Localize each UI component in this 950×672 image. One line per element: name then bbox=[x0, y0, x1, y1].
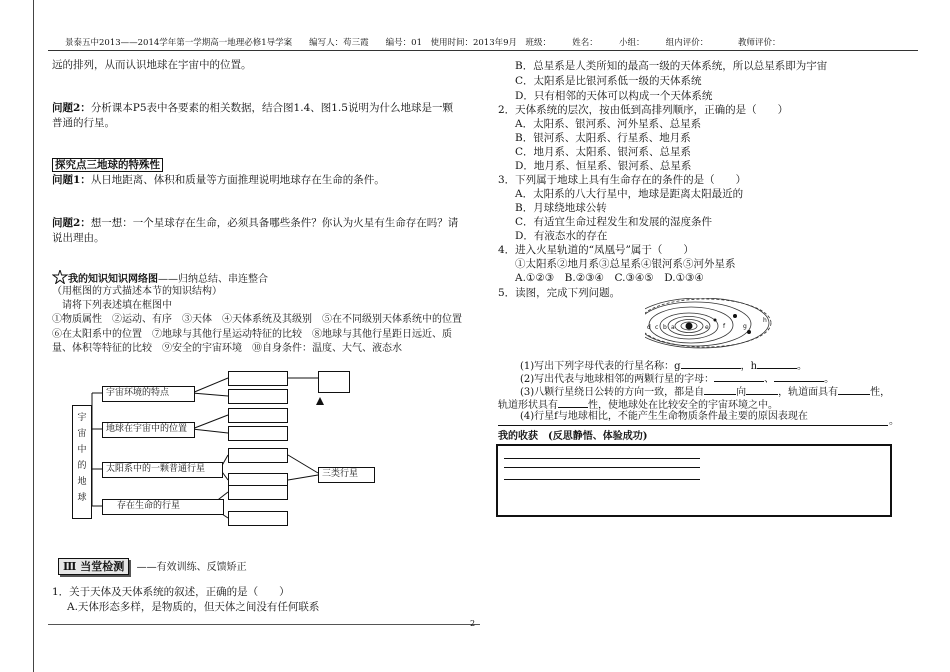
question-text: 想一想：一个星球存在生命，必须具备哪些条件？你认为火星有生命存在吗？请说出理由。 bbox=[52, 217, 459, 244]
check-suffix: ——有效训练、反馈矫正 bbox=[136, 562, 247, 573]
intro-line: 远的排列，从而认识地球在宇宙中的位置。 bbox=[52, 59, 252, 71]
q3-option-b: B．月球绕地球公转 bbox=[515, 202, 607, 214]
q5-2-text: 。 bbox=[824, 374, 835, 385]
branch-ordinary-planet: 太阳系中的一颗普通行星 bbox=[102, 462, 223, 478]
question-text: 从日地距离、体积和质量等方面推理说明地球存在生命的条件。 bbox=[90, 174, 385, 186]
q5-1-text: (1)写出下列字母代表的行星名称：g bbox=[520, 361, 681, 372]
q4-items: ①太阳系②地月系③总星系④银河系⑤河外星系 bbox=[515, 258, 736, 270]
network-instruction: 请将下列表述填在框图中 bbox=[62, 300, 172, 311]
question-label: 问题1： bbox=[52, 174, 91, 186]
question-2-earth-ordinary bbox=[52, 101, 462, 130]
section-3-question-2 bbox=[52, 216, 462, 245]
solar-system-figure bbox=[645, 298, 775, 354]
q5-3-text: 向 bbox=[736, 387, 747, 398]
section-title: 探究点三地球的特殊性 bbox=[52, 158, 163, 172]
blank-box[interactable] bbox=[228, 408, 288, 423]
q2-option-a: A．太阳系、银河系、河外星系、总星系 bbox=[515, 118, 702, 130]
root-char: 宙 bbox=[77, 429, 87, 439]
question-2: 2．天体系统的层次，按由低到高排列顺序，正确的是（ ） bbox=[498, 104, 789, 116]
knowledge-diagram bbox=[70, 371, 359, 547]
blank-box[interactable] bbox=[228, 485, 288, 500]
section-3-question-1 bbox=[52, 173, 385, 187]
harvest-line bbox=[504, 458, 700, 459]
question-3: 3．下列属于地球上具有生命存在的条件的是（ ） bbox=[498, 174, 747, 186]
figure-label-e: e bbox=[705, 324, 709, 331]
figure-label-f: f bbox=[723, 323, 726, 330]
question-5: 5．读图，完成下列问题。 bbox=[498, 287, 621, 299]
q5-2-text: 、 bbox=[764, 374, 775, 385]
asteroid-belt bbox=[645, 299, 771, 347]
network-title-suffix: ——归纳总结、串连整合 bbox=[158, 274, 268, 285]
q2-option-b: B．银河系、太阳系、行星系、地月系 bbox=[515, 132, 691, 144]
blank-box[interactable] bbox=[228, 511, 288, 526]
figure-label-h: h bbox=[763, 317, 767, 324]
q5-3-text: (3)八颗行星绕日公转的方向一致，都是自 bbox=[520, 387, 705, 398]
section-3-title bbox=[52, 158, 163, 172]
q5-3-text: ，轨道面具有 bbox=[778, 387, 839, 398]
branch-universe-environment: 宇宙环境的特点 bbox=[102, 386, 195, 402]
blank-box[interactable] bbox=[318, 371, 350, 393]
answer-blank[interactable] bbox=[746, 384, 778, 395]
q5-3-text: 轨道形状具有 bbox=[498, 400, 558, 411]
answer-blank[interactable] bbox=[704, 384, 736, 395]
q5-3-text: 性， bbox=[870, 387, 891, 398]
q2-option-c: C．地月系、太阳系、银河系、总星系 bbox=[515, 146, 692, 158]
q5-2-text: (2)写出代表与地球相邻的两颗行星的字母： bbox=[520, 374, 715, 385]
branch-life-planet: 存在生命的行星 bbox=[102, 499, 224, 515]
sun-marker bbox=[686, 323, 693, 330]
check-title: Ⅲ 当堂检测 bbox=[58, 558, 129, 575]
harvest-box[interactable] bbox=[496, 444, 892, 517]
blank-box[interactable] bbox=[228, 389, 288, 404]
check-section-title bbox=[58, 560, 247, 575]
blank-box[interactable] bbox=[228, 371, 288, 386]
blank-box[interactable] bbox=[228, 448, 288, 463]
planet-marker bbox=[733, 314, 737, 318]
answer-blank[interactable] bbox=[757, 358, 797, 369]
figure-label-d: d bbox=[647, 324, 651, 331]
question-label: 问题2： bbox=[52, 217, 91, 229]
root-char: 球 bbox=[77, 493, 87, 503]
harvest-line bbox=[504, 467, 700, 468]
root-box-earth-in-universe bbox=[72, 405, 92, 519]
q5-part-4-end: 。 bbox=[889, 416, 899, 427]
check-question-1-option-a: A.天体形态多样，是物质的，但天体之间没有任何联系 bbox=[67, 601, 320, 613]
answer-blank[interactable] bbox=[714, 371, 764, 382]
answer-line[interactable] bbox=[498, 425, 888, 426]
q5-1-text: ，h bbox=[740, 361, 758, 372]
network-subtitle: （用框图的方式描述本节的知识结构） bbox=[52, 286, 222, 297]
root-char: 的 bbox=[77, 461, 87, 471]
binding-margin-line bbox=[33, 0, 34, 672]
three-planet-types-box: 三类行星 bbox=[318, 467, 375, 483]
harvest-title: 我的收获 (反思静悟、体验成功) bbox=[498, 431, 648, 442]
answer-blank[interactable] bbox=[558, 397, 588, 408]
q3-option-c: C．有适宜生命过程发生和发展的湿度条件 bbox=[515, 216, 713, 228]
figure-label-g: g bbox=[743, 323, 747, 330]
answer-blank[interactable] bbox=[774, 371, 824, 382]
answer-blank[interactable] bbox=[681, 358, 741, 369]
q1-option-d: D．只有相邻的天体可以构成一个天体系统 bbox=[515, 90, 713, 102]
footer-rule bbox=[48, 624, 480, 625]
figure-label-a: a bbox=[671, 324, 675, 331]
question-text: 分析课本P5表中各要素的相关数据，结合图1.4、图1.5说明为什么地球是一颗普通的行星。 bbox=[52, 102, 453, 129]
check-question-1: 1．关于天体及天体系统的叙述，正确的是（ ） bbox=[52, 586, 290, 598]
page-number: 2 bbox=[470, 619, 476, 628]
q5-1-text: 。 bbox=[797, 361, 808, 372]
q3-option-a: A．太阳系的八大行星中，地球是距离太阳最近的 bbox=[515, 188, 744, 200]
q5-part-4: (4)行星f与地球相比，不能产生生命物质条件最主要的原因表现在 bbox=[520, 411, 808, 422]
q4-options: A.①②③ B.②③④ C.③④⑤ D.①③④ bbox=[515, 272, 704, 284]
planet-marker bbox=[747, 330, 751, 334]
page-header: 景泰五中2013——2014学年第一学期高一地理必修1导学案 编写人：苟三霞 编号：01 使用时间：2013年9月 班级： 姓名： 小组： 组内评价： 教师评价： bbox=[65, 38, 781, 48]
network-items: ①物质属性 ②运动、有序 ③天体 ④天体系统及其级别 ⑤在不同级别天体系统中的位置 ⑥在太阳系中的位置 ⑦地球与其他行星运动特征的比较 ⑧地球与其他行星距日远近、质量、体积等特征的比较 ⑨安全的宇宙环境 ⑩自身条件：温度、大气、液态水 bbox=[52, 314, 472, 354]
figure-label-b: b bbox=[663, 324, 667, 331]
q2-option-d: D．地月系、恒星系、银河系、总星系 bbox=[515, 160, 692, 172]
q1-option-b: B．总星系是人类所知的最高一级的天体系统，所以总星系即为宇宙 bbox=[515, 60, 828, 72]
network-title-text: 我的知识知识网络图 bbox=[68, 274, 158, 285]
header-rule bbox=[48, 50, 918, 51]
branch-earth-position: 地球在宇宙中的位置 bbox=[102, 422, 195, 438]
q3-option-d: D．有液态水的存在 bbox=[515, 230, 608, 242]
planet-marker bbox=[714, 319, 717, 322]
star-icon bbox=[52, 270, 68, 284]
answer-blank[interactable] bbox=[838, 384, 870, 395]
root-char: 地 bbox=[77, 477, 87, 487]
orbit-f bbox=[645, 302, 751, 346]
root-char: 中 bbox=[77, 445, 87, 455]
harvest-line bbox=[504, 479, 700, 480]
question-label: 问题2： bbox=[52, 102, 91, 114]
blank-box[interactable] bbox=[228, 426, 288, 441]
q1-option-c: C．太阳系是比银河系低一级的天体系统 bbox=[515, 75, 702, 87]
figure-label-c: c bbox=[655, 324, 659, 331]
question-4: 4．进入火星轨道的“凤凰号”属于（ ） bbox=[498, 244, 694, 256]
arrow-marker bbox=[316, 397, 324, 405]
q5-3-text: 性，使地球处在比较安全的宇宙环境之中。 bbox=[588, 400, 778, 411]
root-char: 宇 bbox=[77, 413, 87, 423]
